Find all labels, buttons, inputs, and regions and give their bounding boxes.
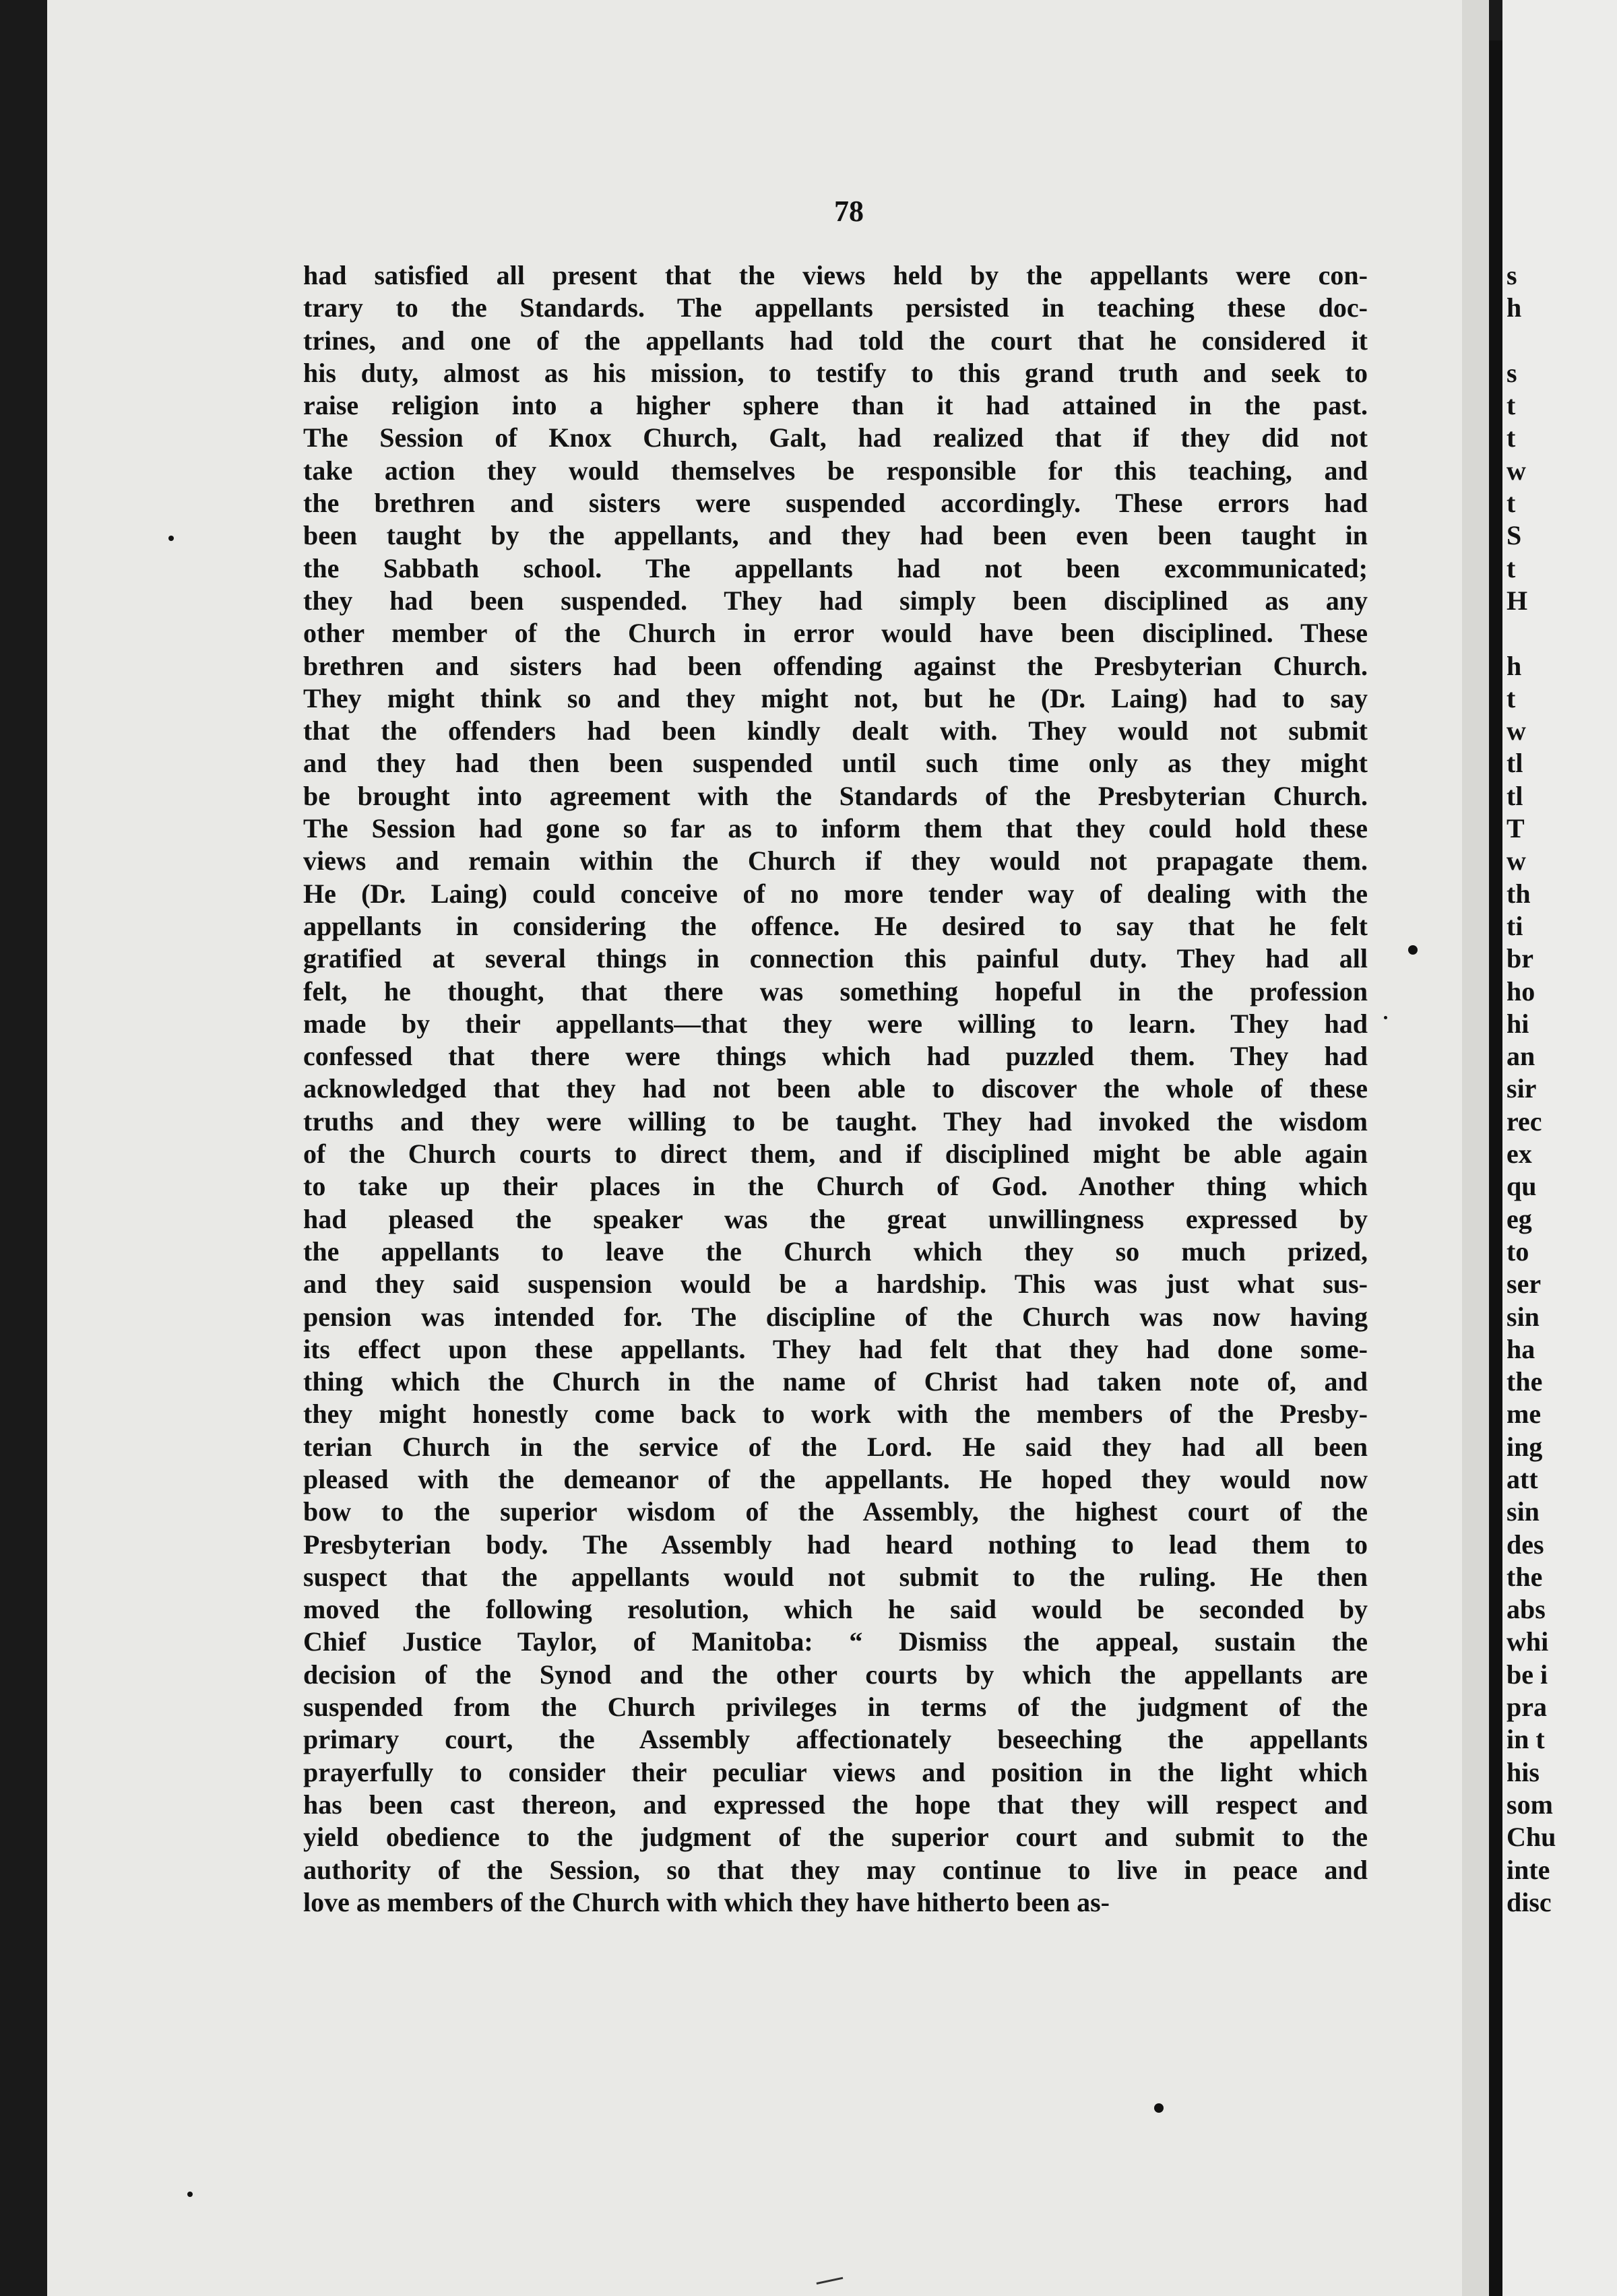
facing-page-fragment: abs — [1507, 1594, 1546, 1625]
text-line: been taught by the appellants, and they had been even been taught in — [303, 520, 1368, 551]
text-line: they might honestly come back to work with the members of the Presby- — [303, 1399, 1368, 1430]
text-line: had satisfied all present that the views held by the appellants were con- — [303, 260, 1368, 290]
text-line: they had been suspended. They had simply been disciplined as any — [303, 585, 1368, 616]
facing-page-fragment: me — [1507, 1399, 1542, 1430]
text-line: yield obedience to the judgment of the superior court and submit to the — [303, 1822, 1368, 1853]
facing-page-fragment: att — [1507, 1463, 1538, 1494]
facing-page-fragment: the — [1507, 1561, 1543, 1592]
text-line: thing which the Church in the name of Christ had taken note of, and — [303, 1366, 1368, 1397]
facing-page-fragment: ing — [1507, 1431, 1543, 1462]
facing-page-fragment: h — [1507, 650, 1522, 681]
text-line: the brethren and sisters were suspended accordingly. These errors had — [303, 488, 1368, 519]
text-line: pleased with the demeanor of the appellants. He hoped they would now — [303, 1463, 1368, 1494]
text-line: suspended from the Church privileges in terms of the judgment of the — [303, 1692, 1368, 1723]
facing-page-fragment: t — [1507, 422, 1516, 453]
facing-page-fragment: pra — [1507, 1692, 1547, 1723]
facing-page-fragment: sin — [1507, 1301, 1540, 1332]
text-line: his duty, almost as his mission, to testify to this grand truth and seek to — [303, 357, 1368, 388]
text-line: Chief Justice Taylor, of Manitoba: “ Dismiss the appeal, sustain the — [303, 1626, 1368, 1657]
ink-speck — [1408, 945, 1418, 955]
text-line: and they said suspension would be a hardship. This was just what sus- — [303, 1269, 1368, 1300]
text-line: bow to the superior wisdom of the Assembly, the highest court of the — [303, 1496, 1368, 1527]
facing-page-fragment: qu — [1507, 1171, 1537, 1202]
facing-page-fragment: his — [1507, 1756, 1540, 1787]
facing-page-fragment: Chu — [1507, 1822, 1556, 1853]
text-line: decision of the Synod and the other courts by which the appellants are — [303, 1659, 1368, 1690]
text-line: trines, and one of the appellants had told the court that he considered it — [303, 325, 1368, 356]
ink-speck — [1154, 2103, 1164, 2113]
text-line: terian Church in the service of the Lord. He said they had all been — [303, 1431, 1368, 1462]
facing-page-fragment: sir — [1507, 1073, 1537, 1104]
facing-page-fragment: eg — [1507, 1203, 1532, 1234]
facing-page-fragment: tl — [1507, 780, 1523, 811]
facing-page-fragment: the — [1507, 1366, 1543, 1397]
text-line: of the Church courts to direct them, and if disciplined might be able again — [303, 1139, 1368, 1170]
text-line: other member of the Church in error would have been disciplined. These — [303, 618, 1368, 649]
text-line: raise religion into a higher sphere than it had attained in the past. — [303, 390, 1368, 421]
text-line: brethren and sisters had been offending against the Presbyterian Church. — [303, 650, 1368, 681]
facing-page-fragment — [1507, 617, 1614, 649]
text-line: its effect upon these appellants. They had felt that they had done some- — [303, 1333, 1368, 1364]
text-line: felt, he thought, that there was something hopeful in the profession — [303, 976, 1368, 1007]
text-line: love as members of the Church with which they have hitherto been as- — [303, 1886, 1110, 1917]
text-line: They might think so and they might not, but he (Dr. Laing) had to say — [303, 682, 1368, 713]
text-line: the appellants to leave the Church which they so much prized, — [303, 1236, 1368, 1267]
facing-page-fragment: S — [1507, 520, 1522, 551]
ink-speck — [168, 536, 174, 541]
facing-page-fragment: th — [1507, 878, 1531, 909]
facing-page-fragment: disc — [1507, 1886, 1552, 1917]
text-line: primary court, the Assembly affectionately beseeching the appellants — [303, 1724, 1368, 1755]
page-edge — [1462, 0, 1489, 2296]
facing-page-fragment: ha — [1507, 1333, 1535, 1364]
facing-page-fragment: ho — [1507, 976, 1535, 1007]
text-line: had pleased the speaker was the great unwillingness expressed by — [303, 1203, 1368, 1234]
facing-page-fragment: sin — [1507, 1496, 1540, 1527]
facing-page-fragment: des — [1507, 1529, 1544, 1560]
text-line: He (Dr. Laing) could conceive of no more tender way of dealing with the — [303, 878, 1368, 909]
facing-page-text — [1507, 259, 1614, 1919]
ink-speck — [1384, 1016, 1387, 1019]
facing-page-fragment: w — [1507, 846, 1526, 876]
gutter-shadow — [1489, 40, 1502, 2296]
facing-page-fragment: t — [1507, 552, 1516, 583]
text-line: the Sabbath school. The appellants had not been excommunicated; — [303, 552, 1368, 583]
facing-page-fragment: whi — [1507, 1626, 1549, 1657]
text-line: trary to the Standards. The appellants persisted in teaching these doc- — [303, 292, 1368, 323]
facing-page-fragment: br — [1507, 943, 1533, 974]
page-number: 78 — [834, 195, 864, 228]
text-line: views and remain within the Church if they would not prapagate them. — [303, 846, 1368, 876]
text-line: suspect that the appellants would not submit to the ruling. He then — [303, 1561, 1368, 1592]
text-line: truths and they were willing to be taught. They had invoked the wisdom — [303, 1106, 1368, 1137]
text-line: The Session had gone so far as to inform them that they could hold these — [303, 813, 1368, 844]
text-line: has been cast thereon, and expressed the hope that they will respect and — [303, 1789, 1368, 1820]
left-page — [47, 0, 1462, 2296]
facing-page-fragment: rec — [1507, 1106, 1542, 1137]
facing-page-fragment: ti — [1507, 910, 1523, 941]
facing-page-fragment: s — [1507, 260, 1517, 290]
text-line: confessed that there were things which had puzzled them. They had — [303, 1041, 1368, 1072]
facing-page-fragment: w — [1507, 715, 1526, 746]
ink-speck — [187, 2192, 193, 2197]
facing-page-fragment: H — [1507, 585, 1528, 616]
text-line: pension was intended for. The discipline of the Church was now having — [303, 1301, 1368, 1332]
text-line: that the offenders had been kindly dealt with. They would not submit — [303, 715, 1368, 746]
facing-page-fragment: w — [1507, 455, 1526, 486]
facing-page-fragment: inte — [1507, 1854, 1550, 1885]
text-line: moved the following resolution, which he said would be seconded by — [303, 1594, 1368, 1625]
facing-page-fragment: tl — [1507, 748, 1523, 779]
text-line: Presbyterian body. The Assembly had heard nothing to lead them to — [303, 1529, 1368, 1560]
facing-page-fragment: be i — [1507, 1659, 1548, 1690]
facing-page — [1502, 0, 1617, 2296]
facing-page-fragment: ex — [1507, 1139, 1532, 1170]
facing-page-fragment: t — [1507, 488, 1516, 519]
facing-page-fragment: an — [1507, 1041, 1535, 1072]
facing-page-fragment: in t — [1507, 1724, 1545, 1755]
text-line: acknowledged that they had not been able to discover the whole of these — [303, 1073, 1368, 1104]
text-line: gratified at several things in connection this painful duty. They had all — [303, 943, 1368, 974]
facing-page-fragment: T — [1507, 813, 1525, 844]
facing-page-fragment: s — [1507, 357, 1517, 388]
facing-page-fragment: t — [1507, 682, 1516, 713]
facing-page-fragment: h — [1507, 292, 1522, 323]
facing-page-fragment: t — [1507, 390, 1516, 421]
text-line: authority of the Session, so that they may continue to live in peace and — [303, 1854, 1368, 1885]
body-text — [303, 259, 1368, 1919]
text-line: take action they would themselves be responsible for this teaching, and — [303, 455, 1368, 486]
text-line: prayerfully to consider their peculiar views and position in the light which — [303, 1756, 1368, 1787]
facing-page-fragment: to — [1507, 1236, 1529, 1267]
facing-page-fragment — [1507, 325, 1614, 357]
text-line: made by their appellants—that they were willing to learn. They had — [303, 1008, 1368, 1039]
text-line: appellants in considering the offence. He desired to say that he felt — [303, 910, 1368, 941]
scan-scratch — [815, 2268, 844, 2285]
text-line: be brought into agreement with the Standards of the Presbyterian Church. — [303, 780, 1368, 811]
text-line: The Session of Knox Church, Galt, had realized that if they did not — [303, 422, 1368, 453]
facing-page-fragment: ser — [1507, 1269, 1542, 1300]
facing-page-fragment: som — [1507, 1789, 1553, 1820]
text-line: and they had then been suspended until such time only as they might — [303, 748, 1368, 779]
facing-page-fragment: hi — [1507, 1008, 1529, 1039]
text-line: to take up their places in the Church of God. Another thing which — [303, 1171, 1368, 1202]
